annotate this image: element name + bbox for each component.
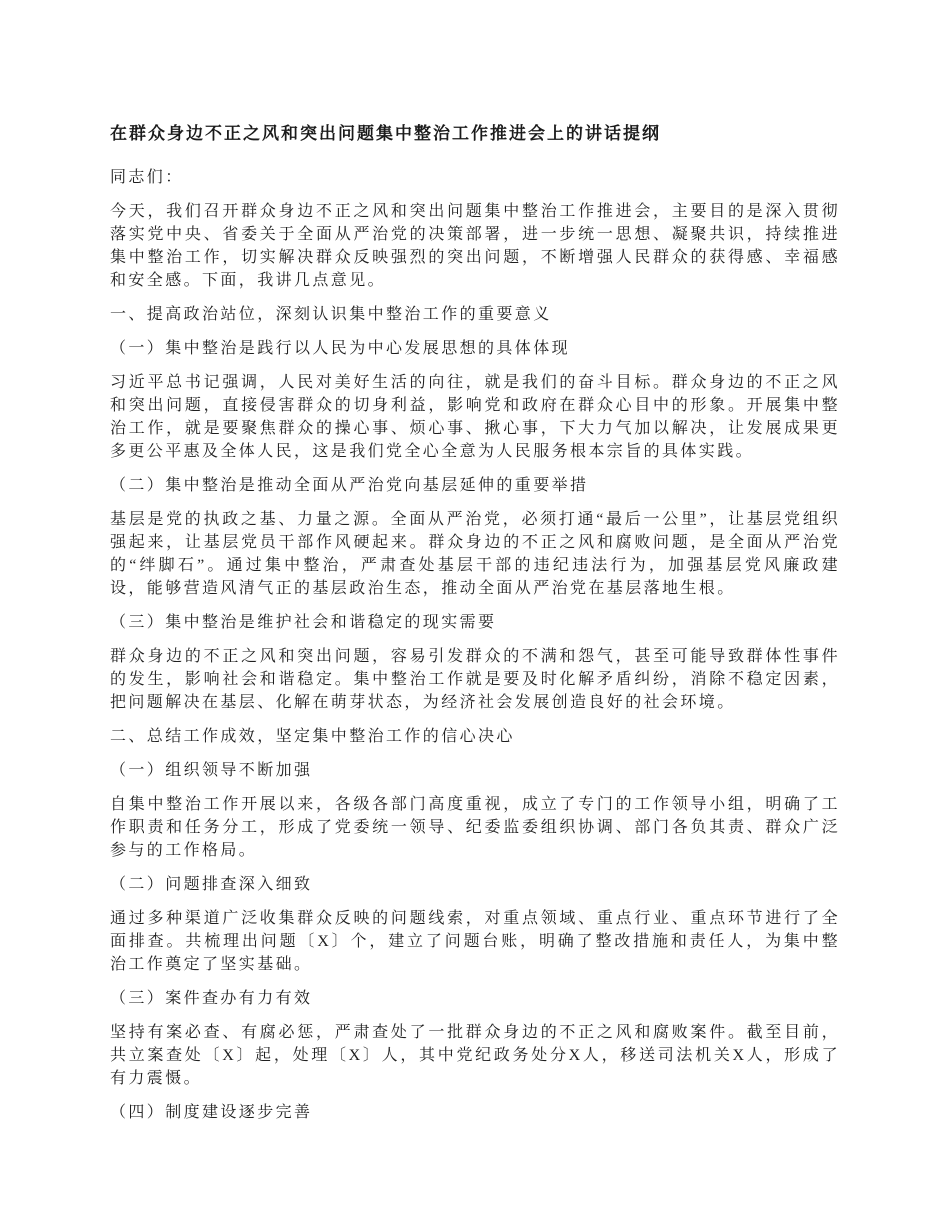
paragraph: 群众身边的不正之风和突出问题，容易引发群众的不满和怨气，甚至可能导致群体性事件的发生，影响社会和谐稳定。集中整治工作就是要及时化解矛盾纠纷，消除不稳定因素，把问题解决在基层、化解在萌芽状态，为经济社会发展创造良好的社会环境。 [110, 648, 840, 711]
paragraph: 自集中整治工作开展以来，各级各部门高度重视，成立了专门的工作领导小组，明确了工作职责和任务分工，形成了党委统一领导、纪委监委组织协调、部门各负其责、群众广泛参与的工作格局。 [110, 796, 840, 859]
paragraph: 基层是党的执政之基、力量之源。全面从严治党，必须打通“最后一公里”，让基层党组织强起来，让基层党员干部作风硬起来。群众身边的不正之风和腐败问题，是全面从严治党的“绊脚石”。通过集中整治，严肃查处基层干部的违纪违法行为，加强基层党风廉政建设，能够营造风清气正的基层政治生态，推动全面从严治党在基层落地生根。 [110, 511, 840, 597]
paragraph: （三）集中整治是维护社会和谐稳定的现实需要 [110, 614, 497, 631]
paragraph: 一、提高政治站位，深刻认识集中整治工作的重要意义 [110, 306, 552, 323]
document-body [110, 166, 840, 1124]
paragraph: （一）集中整治是践行以人民为中心发展思想的具体体现 [110, 340, 571, 357]
document-title: 在群众身边不正之风和突出问题集中整治工作推进会上的讲话提纲 [110, 124, 661, 143]
paragraph: 通过多种渠道广泛收集群众反映的问题线索，对重点领域、重点行业、重点环节进行了全面排查。共梳理出问题〔X〕个，建立了问题台账，明确了整改措施和责任人，为集中整治工作奠定了坚实基础。 [110, 910, 840, 973]
paragraph: （二）集中整治是推动全面从严治党向基层延伸的重要举措 [110, 477, 589, 494]
paragraph: 今天，我们召开群众身边不正之风和突出问题集中整治工作推进会，主要目的是深入贯彻落实党中央、省委关于全面从严治党的决策部署，进一步统一思想、凝聚共识，持续推进集中整治工作，切实解决群众反映强烈的突出问题，不断增强人民群众的获得感、幸福感和安全感。下面，我讲几点意见。 [110, 203, 840, 289]
paragraph: （三）案件查办有力有效 [110, 990, 313, 1007]
paragraph: 同志们： [110, 169, 184, 186]
paragraph: 坚持有案必查、有腐必惩，严肃查处了一批群众身边的不正之风和腐败案件。截至目前，共立案查处〔X〕起，处理〔X〕人，其中党纪政务处分X人，移送司法机关X人，形成了有力震慑。 [110, 1024, 840, 1087]
paragraph: （二）问题排查深入细致 [110, 876, 313, 893]
paragraph: （四）制度建设逐步完善 [110, 1104, 313, 1121]
paragraph: 习近平总书记强调，人民对美好生活的向往，就是我们的奋斗目标。群众身边的不正之风和突出问题，直接侵害群众的切身利益，影响党和政府在群众心目中的形象。开展集中整治工作，就是要聚焦群众的操心事、烦心事、揪心事，下大力气加以解决，让发展成果更多更公平惠及全体人民，这是我们党全心全意为人民服务根本宗旨的具体实践。 [110, 374, 840, 460]
paragraph: 二、总结工作成效，坚定集中整治工作的信心决心 [110, 728, 515, 745]
paragraph: （一）组织领导不断加强 [110, 762, 313, 779]
